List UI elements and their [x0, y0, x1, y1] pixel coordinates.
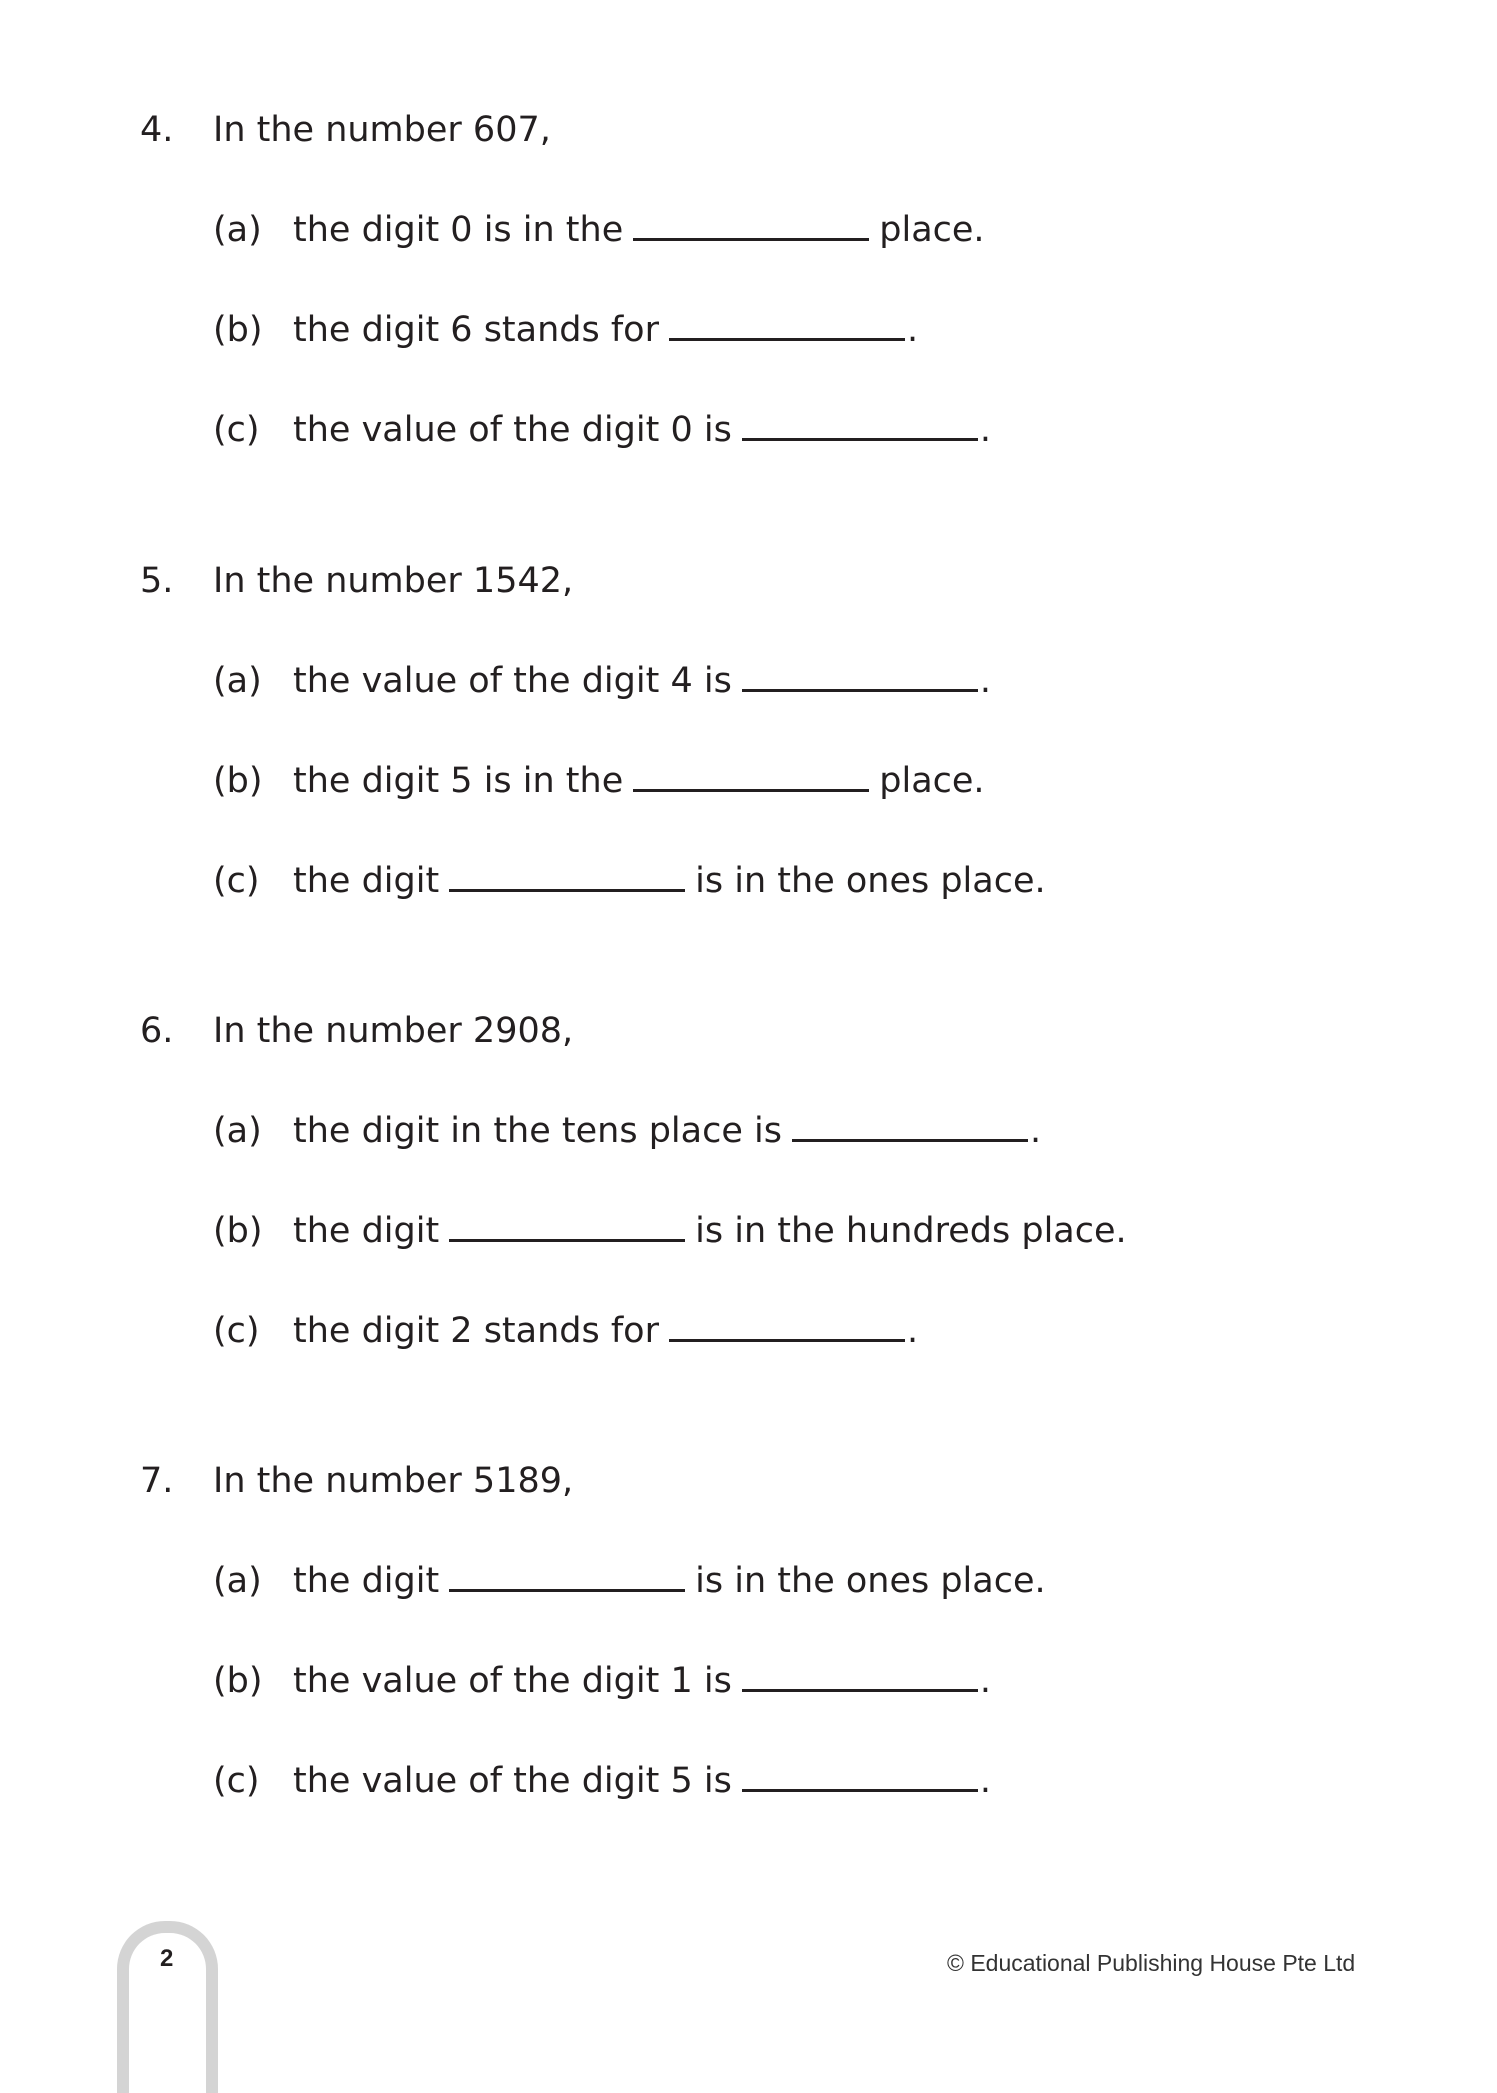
prompt-text-before: the value of the digit 5 is — [293, 1761, 732, 1801]
question-stem: In the number 5189, — [213, 1461, 574, 1501]
prompt-text-after: . — [1029, 1111, 1042, 1151]
prompt-text-after: is in the hundreds place. — [695, 1211, 1127, 1251]
answer-blank[interactable] — [449, 1238, 685, 1242]
sub-question-label: (c) — [213, 1311, 260, 1351]
question-stem: In the number 1542, — [213, 561, 574, 601]
sub-question-label: (a) — [213, 210, 262, 250]
sub-question-label: (b) — [213, 1661, 263, 1701]
sub-question-label: (c) — [213, 1761, 260, 1801]
question-number: 4. — [140, 110, 174, 150]
question-number: 6. — [140, 1011, 174, 1051]
question-stem: In the number 607, — [213, 110, 551, 150]
answer-blank[interactable] — [669, 337, 905, 341]
question-stem: In the number 2908, — [213, 1011, 574, 1051]
prompt-text-after: . — [906, 1311, 919, 1351]
prompt-text-before: the value of the digit 4 is — [293, 661, 732, 701]
prompt-text-before: the value of the digit 0 is — [293, 410, 732, 450]
sub-question-label: (b) — [213, 1211, 263, 1251]
answer-blank[interactable] — [742, 1688, 978, 1692]
answer-blank[interactable] — [449, 1588, 685, 1592]
answer-blank[interactable] — [633, 237, 869, 241]
prompt-text-before: the value of the digit 1 is — [293, 1661, 732, 1701]
answer-blank[interactable] — [792, 1138, 1028, 1142]
page-number: 2 — [160, 1945, 174, 1972]
prompt-text-after: . — [979, 1761, 991, 1801]
sub-question-label: (c) — [213, 410, 260, 450]
prompt-text-before: the digit 6 stands for — [293, 310, 659, 350]
sub-question-label: (a) — [213, 1111, 262, 1151]
prompt-text-after: . — [979, 1661, 991, 1701]
question-number: 7. — [140, 1461, 174, 1501]
prompt-text-after: is in the ones place. — [695, 1561, 1046, 1601]
copyright-notice: © Educational Publishing House Pte Ltd — [947, 1950, 1356, 1976]
question-number: 5. — [140, 561, 174, 601]
prompt-text-before: the digit 5 is in the — [293, 761, 624, 801]
answer-blank[interactable] — [669, 1338, 905, 1342]
prompt-text-before: the digit 2 stands for — [293, 1311, 659, 1351]
sub-question-label: (b) — [213, 761, 263, 801]
prompt-text-before: the digit — [293, 861, 440, 901]
sub-question-label: (b) — [213, 310, 263, 350]
prompt-text-before: the digit in the tens place is — [293, 1111, 782, 1151]
prompt-text-before: the digit 0 is in the — [293, 210, 624, 250]
prompt-text-before: the digit — [293, 1211, 440, 1251]
answer-blank[interactable] — [449, 888, 685, 892]
prompt-text-after: is in the ones place. — [695, 861, 1046, 901]
prompt-text-after: place. — [879, 761, 985, 801]
answer-blank[interactable] — [633, 788, 869, 792]
answer-blank[interactable] — [742, 1788, 978, 1792]
prompt-text-before: the digit — [293, 1561, 440, 1601]
sub-question-label: (c) — [213, 861, 260, 901]
prompt-text-after: place. — [879, 210, 985, 250]
sub-question-label: (a) — [213, 1561, 262, 1601]
answer-blank[interactable] — [742, 688, 978, 692]
prompt-text-after: . — [979, 661, 991, 701]
prompt-text-after: . — [906, 310, 919, 350]
answer-blank[interactable] — [742, 437, 978, 441]
prompt-text-after: . — [979, 410, 991, 450]
sub-question-label: (a) — [213, 661, 262, 701]
